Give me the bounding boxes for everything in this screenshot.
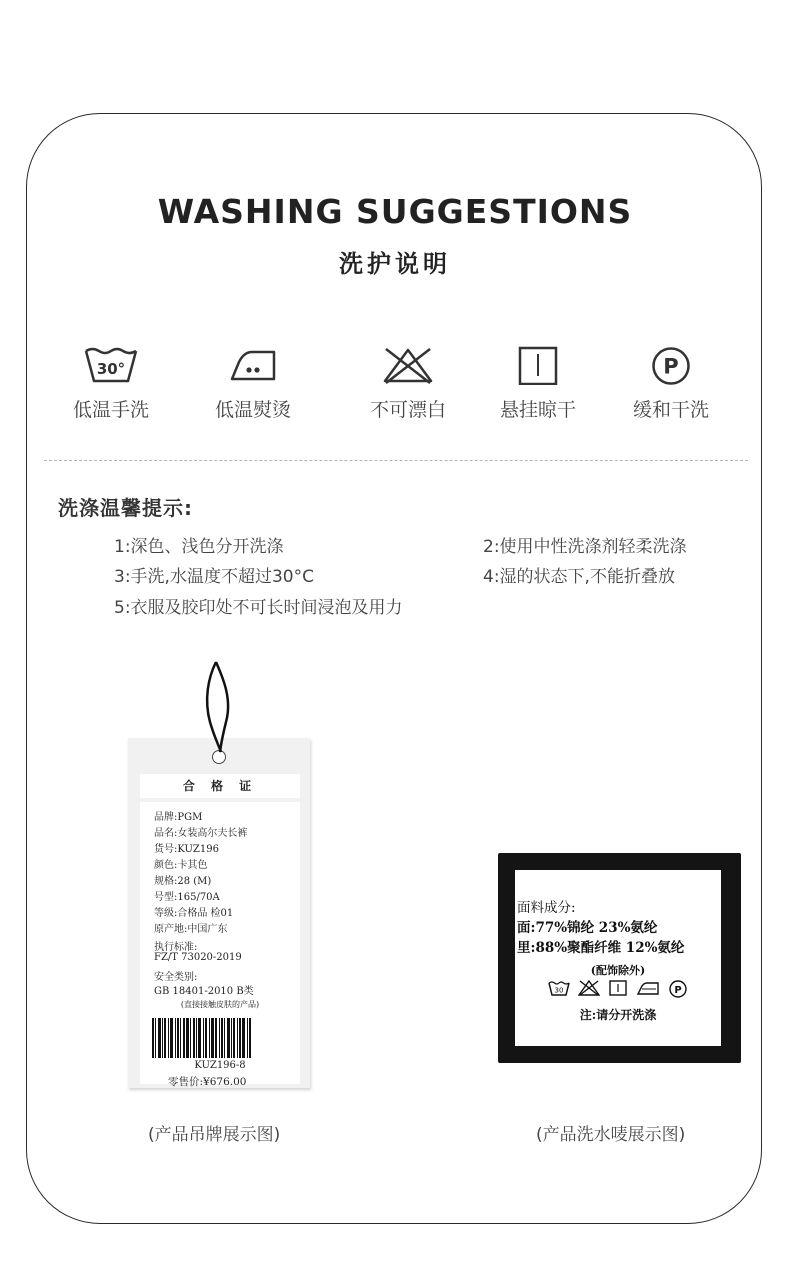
fabric-outer: 面:77%锦纶 23%氨纶	[517, 920, 658, 936]
hangtag-line: FZ/T 73020-2019	[154, 952, 242, 963]
hangtag-line: 原产地:中国广东	[154, 924, 228, 935]
care-item-low-iron	[193, 345, 313, 422]
hangtag-body	[140, 802, 300, 1088]
care-label-no-bleach: 不可漂白	[369, 399, 446, 421]
care-item-dry-clean	[611, 345, 731, 422]
label-wash-temp: 30	[554, 986, 564, 995]
fabric-lining: 里:88%聚酯纤维 12%氨纶	[517, 940, 685, 956]
hangtag-line: 安全类别:	[154, 972, 198, 983]
tip-item: 2:使用中性洗涤剂轻柔洗涤	[483, 537, 687, 557]
hangtag-card	[128, 738, 310, 1088]
wash-label-caption: (产品洗水唛展示图)	[536, 1125, 686, 1145]
hangtag-string-icon	[128, 660, 318, 770]
hangtag-line: 号型:165/70A	[154, 892, 220, 903]
wash-separately-note: 注:请分开洗涤	[579, 1008, 657, 1022]
care-label-dry-clean: 缓和干洗	[632, 399, 709, 421]
wash-label-inner	[515, 870, 721, 1046]
no-bleach-icon	[578, 980, 600, 996]
care-item-no-bleach	[348, 345, 468, 422]
iron-low-icon	[225, 345, 281, 385]
wash-30-icon	[548, 980, 570, 996]
hangtag-line: 颜色:卡其色	[154, 860, 208, 871]
dry-clean-p-icon	[643, 345, 699, 385]
hangtag-note: (直接接触皮肤的产品)	[180, 1000, 260, 1009]
hangtag-line: 规格:28 (M)	[154, 876, 212, 887]
care-label-low-iron: 低温熨烫	[214, 399, 291, 421]
tip-item: 4:湿的状态下,不能折叠放	[483, 567, 675, 587]
care-item-hand-wash	[51, 345, 171, 422]
wash-temp-badge: 30°	[96, 360, 126, 378]
dry-clean-badge: P	[663, 354, 679, 379]
dry-clean-p-icon	[668, 980, 688, 998]
hangtag-line: 执行标准:	[154, 942, 198, 953]
hangtag-line: 货号:KUZ196	[154, 844, 219, 855]
wash-30-icon	[83, 345, 139, 385]
dashed-divider	[44, 460, 748, 461]
iron-low-icon	[636, 980, 660, 996]
hangtag-caption: (产品吊牌展示图)	[148, 1125, 281, 1145]
label-dry-clean-badge: P	[674, 985, 682, 996]
tip-item: 3:手洗,水温度不超过30°C	[114, 567, 314, 587]
hangtag-image	[128, 660, 318, 1090]
hangtag-line: GB 18401-2010 B类	[154, 986, 254, 997]
fabric-heading: 面料成分:	[517, 900, 576, 916]
no-bleach-icon	[380, 345, 436, 385]
wash-label-image	[498, 853, 741, 1063]
retail-price: 零售价:¥676.00	[168, 1076, 247, 1088]
tips-title: 洗涤温馨提示:	[58, 496, 193, 520]
accessory-note: (配饰除外)	[590, 964, 646, 977]
hang-dry-icon	[608, 980, 628, 996]
care-item-hang-dry	[478, 345, 598, 422]
hang-dry-icon	[510, 345, 566, 385]
hangtag-line: 品牌:PGM	[154, 812, 203, 823]
barcode-number: KUZ196-8	[194, 1060, 246, 1071]
tip-item: 1:深色、浅色分开洗涤	[114, 537, 284, 557]
hangtag-title: 合 格 证	[140, 774, 300, 798]
hangtag-line: 品名:女装高尔夫长裤	[154, 828, 248, 839]
label-care-icons	[515, 980, 721, 998]
hangtag-line: 等级:合格品 检01	[154, 908, 234, 919]
title-english: WASHING SUGGESTIONS	[157, 192, 633, 231]
care-icon-row	[0, 345, 790, 435]
care-label-hand-wash: 低温手洗	[72, 399, 149, 421]
barcode	[152, 1018, 268, 1058]
care-label-hang-dry: 悬挂晾干	[499, 399, 576, 421]
tip-item: 5:衣服及胶印处不可长时间浸泡及用力	[114, 598, 403, 618]
title-chinese: 洗护说明	[339, 250, 451, 278]
